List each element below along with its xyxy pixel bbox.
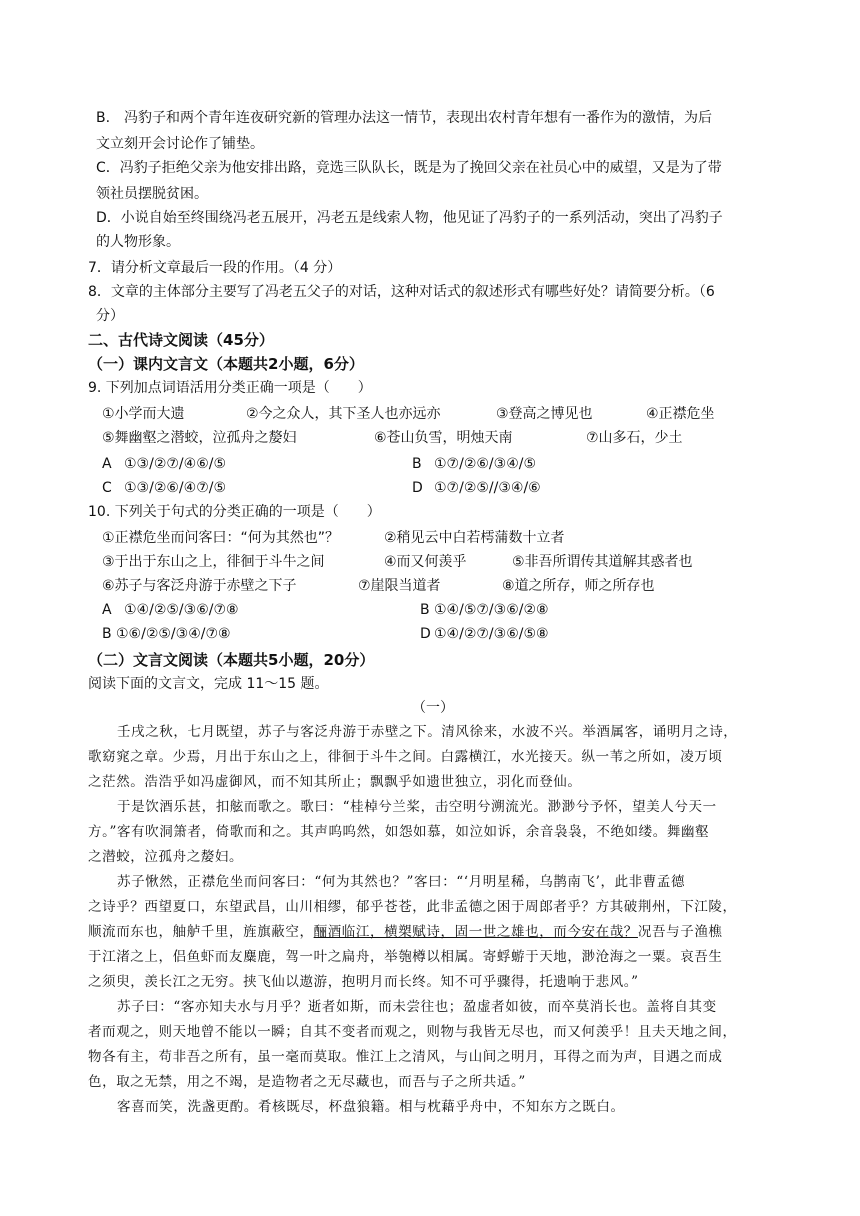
passage-p3-line: 苏子愀然，正襟危坐而问客曰：“何为其然也？”客曰：“‘月明星稀，乌鹊南飞’，此非曹孟德 — [117, 874, 686, 890]
q10-option-text: ①⑥/②⑤/③④/⑦⑧ — [116, 626, 231, 642]
question-9-stem: 9. 下列加点词语活用分类正确一项是（ ） — [88, 380, 372, 396]
q10-item: ⑦崖限当道者 — [358, 578, 441, 594]
q9-item: ⑥苍山负雪，明烛天南 — [374, 430, 513, 446]
passage-p1-line: 壬戌之秋，七月既望，苏子与客泛舟游于赤壁之下。清风徐来，水波不兴。举酒属客，诵明月之诗， — [117, 724, 738, 740]
passage-p4-line: 物各有主，苟非吾之所有，虽一毫而莫取。惟江上之清风，与山间之明月，耳得之而为声，目遇之而成 — [88, 1049, 723, 1065]
passage-p1-line: 之茫然。浩浩乎如冯虚御风，而不知其所止；飘飘乎如遗世独立，羽化而登仙。 — [88, 774, 582, 790]
passage-title: （一） — [412, 700, 454, 716]
passage-p3-line: 于江渚之上，侣鱼虾而友麋鹿，驾一叶之扁舟，举匏樽以相属。寄蜉蝣于天地，渺沧海之一粟。哀吾生 — [88, 949, 723, 965]
q10-option-text: ①④/②⑦/③⑥/⑤⑧ — [434, 626, 549, 642]
question-8-line1: 8．文章的主体部分主要写了冯老五父子的对话，这种对话式的叙述形式有哪些好处？请简要分析。（6 — [88, 284, 715, 300]
passage-p5-line: 客喜而笑，洗盏更酌。肴核既尽，杯盘狼籍。相与枕藉乎舟中，不知东方之既白。 — [117, 1099, 625, 1115]
section-2-title: 二、古代诗文阅读（45分） — [88, 331, 274, 349]
q10-option-text: ①④/⑤⑦/③⑥/②⑧ — [434, 602, 549, 618]
passage-p3-line3-end: 况吾与子渔樵 — [637, 924, 723, 940]
q6-option-c-line1: C．冯豹子拒绝父亲为他安排出路，竞选三队队长，既是为了挽回父亲在社员心中的威望，又是为了带 — [96, 160, 722, 176]
q10-option-letter: B — [102, 626, 112, 642]
q9-option-c-letter: C — [102, 480, 112, 496]
q6-option-b-line2: 文立刻开会讨论作了铺垫。 — [96, 136, 264, 152]
q9-option-d-text: ①⑦/②⑤//③④/⑥ — [434, 480, 541, 496]
passage-p3-line: 之须臾，羡长江之无穷。挟飞仙以遨游，抱明月而长终。知不可乎骤得，托遗响于悲风。” — [88, 974, 639, 990]
q10-item: ①正襟危坐而问客曰：“何为其然也”？ — [102, 530, 340, 546]
q9-option-c-text: ①③/②⑥/④⑦/⑤ — [124, 480, 227, 496]
q6-option-d-line1: D．小说自始至终围绕冯老五展开，冯老五是线索人物，他见证了冯豹子的一系列活动，突出了冯豹子 — [96, 210, 723, 226]
q9-item: ③登高之博见也 — [496, 406, 593, 422]
passage-p2-line: 于是饮酒乐甚，扣舷而歌之。歌曰：“桂棹兮兰桨，击空明兮溯流光。渺渺兮予怀，望美人兮天一 — [117, 799, 717, 815]
reading-instruction: 阅读下面的文言文，完成 11～15 题。 — [88, 676, 329, 692]
q10-item: ⑥苏子与客泛舟游于赤壁之下子 — [102, 578, 297, 594]
passage-p4-line: 色，取之无禁，用之不竭，是造物者之无尽藏也，而吾与子之所共适。” — [88, 1074, 526, 1090]
q9-option-a-text: ①③/②⑦/④⑥/⑤ — [124, 456, 227, 472]
question-8-line2: 分） — [96, 308, 124, 324]
q9-option-b-text: ①⑦/②⑥/③④/⑤ — [434, 456, 537, 472]
q6-option-d-line2: 的人物形象。 — [96, 234, 180, 250]
section-2-part2-title: （二）文言文阅读（本题共5小题，20分） — [88, 651, 375, 669]
q9-item: ④正襟危坐 — [646, 406, 715, 422]
passage-p2-line: 方。”客有吹洞箫者，倚歌而和之。其声呜呜然，如怨如慕，如泣如诉，余音袅袅，不绝如缕。舞幽壑 — [88, 824, 710, 840]
q9-item: ⑦山多石，少土 — [586, 430, 683, 446]
q6-option-c-line2: 领社员摆脱贫困。 — [96, 186, 208, 202]
q9-option-a-letter: A — [102, 456, 112, 472]
passage-p4-line: 苏子曰：“客亦知夫水与月乎？逝者如斯，而未尝往也；盈虚者如彼，而卒莫消长也。盖将自其变 — [117, 999, 717, 1015]
q9-item: ②今之众人，其下圣人也亦远亦 — [246, 406, 441, 422]
passage-p1-line: 歌窈窕之章。少焉，月出于东山之上，徘徊于斗牛之间。白露横江，水光接天。纵一苇之所如，凌万顷 — [88, 749, 723, 765]
q10-option-text: ①④/②⑤/③⑥/⑦⑧ — [124, 602, 239, 618]
q10-option-letter: D — [420, 626, 431, 642]
q10-item: ②稍见云中白若樗蒲数十立者 — [384, 530, 565, 546]
question-7: 7．请分析文章最后一段的作用。（4 分） — [88, 260, 342, 276]
q6-option-b-line1: B. 冯豹子和两个青年连夜研究新的管理办法这一情节，表现出农村青年想有一番作为的激情，为后 — [96, 110, 713, 126]
q10-item: ③于出于东山之上，徘徊于斗牛之间 — [102, 554, 325, 570]
passage-p2-line: 之潜蛟，泣孤舟之嫠妇。 — [88, 849, 244, 865]
question-10-stem: 10. 下列关于句式的分类正确的一项是（ ） — [88, 504, 381, 520]
q9-item: ①小学而大遗 — [102, 406, 185, 422]
passage-p3-line: 之诗乎？西望夏口，东望武昌，山川相缪，郁乎苍苍，此非孟德之困于周郎者乎？方其破荆州，下江陵， — [88, 899, 737, 915]
q9-option-b-letter: B — [412, 456, 422, 472]
section-2-part1-title: （一）课内文言文（本题共2小题，6分） — [88, 355, 364, 373]
passage-p4-line: 者而观之，则天地曾不能以一瞬；自其不变者而观之，则物与我皆无尽也，而又何羡乎！且夫天地之间， — [88, 1024, 737, 1040]
q10-option-letter: B — [420, 602, 430, 618]
q9-item: ⑤舞幽壑之潜蛟，泣孤舟之嫠妇 — [102, 430, 297, 446]
q9-option-d-letter: D — [412, 480, 423, 496]
q10-item: ⑧道之所存，师之所存也 — [502, 578, 655, 594]
passage-underlined-sentence: 酾酒临江，横槊赋诗，固一世之雄也，而今安在哉？ — [313, 924, 638, 940]
passage-p3-line3-start: 顺流而东也，舳舻千里，旌旗蔽空， — [88, 924, 314, 940]
q10-item: ④而又何羡乎 — [384, 554, 467, 570]
q10-item: ⑤非吾所谓传其道解其惑者也 — [512, 554, 693, 570]
q10-option-letter: A — [102, 602, 112, 618]
passage-p3-line — [88, 922, 723, 942]
